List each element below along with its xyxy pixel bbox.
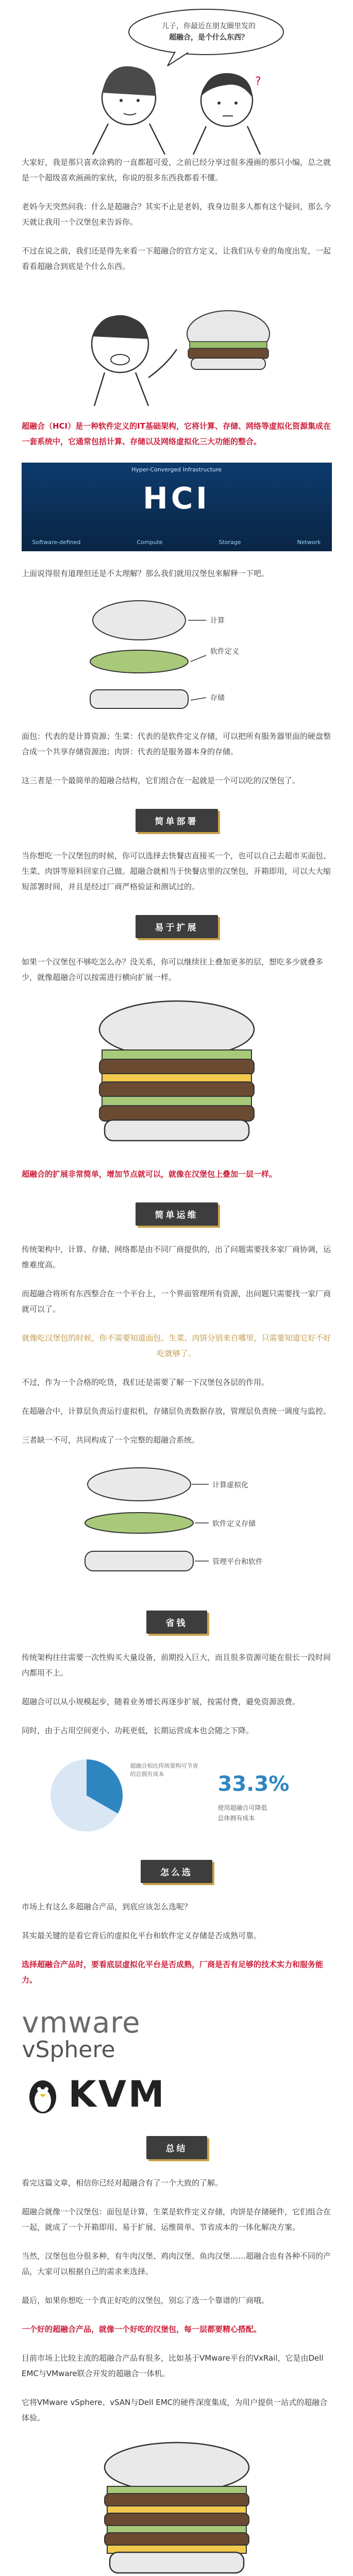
s3-more-2: 在超融合中，计算层负责运行虚拟机，存储层负责数据存放，管理层负责统一调度与监控。 — [22, 1406, 331, 1416]
s6-more-2: 它将VMware vSphere、vSAN与Dell EMC的硬件深度集成，为用户提供一站式的超融合体验。 — [22, 2398, 328, 2422]
layer-label-compute: 计算 — [210, 617, 225, 625]
s6-paragraph-4: 最后，如果你想吃一个真正好吃的汉堡包，别忘了选一个靠谱的厂商哦。 — [22, 2296, 270, 2305]
hci-tag: Software-defined — [32, 539, 81, 546]
s1-paragraph: 当你想吃一个汉堡包的时候，你可以选择去快餐店直接买一个，也可以自己去超市买面包、生菜、肉饼等原料回家自己做。超融合就相当于快餐店里的汉堡包，开箱即用，可以大大缩短部署时间，并且是经过厂商严格验证和测试过的。 — [22, 851, 331, 891]
layer2-label-storage: 软件定义存储 — [212, 1520, 256, 1528]
kvm-logo — [22, 2073, 331, 2115]
cost-stat-block — [22, 1752, 331, 1839]
s3-more-1: 不过，作为一个合格的吃货，我们还是需要了解一下汉堡包各层的作用。 — [22, 1378, 270, 1387]
hamburger-layer-diagram-2 — [0, 1461, 353, 1590]
hci-tag: Storage — [218, 539, 241, 546]
explain-paragraph-2: 这三者是一个最简单的超融合结构，它们组合在一起就是一个可以吃的汉堡包了。 — [22, 776, 300, 785]
hamburger-person-illustration — [48, 287, 306, 406]
s2-paragraph: 如果一个汉堡包不够吃怎么办？没关系，你可以继续往上叠加更多的层，想吃多少就叠多少，就像超融合可以按需进行横向扩展一样。 — [22, 957, 324, 982]
s6-paragraph-1: 看完这篇文章，相信你已经对超融合有了一个大致的了解。 — [22, 2178, 223, 2188]
comic-header — [0, 0, 353, 155]
s3-paragraph-1: 传统架构中，计算、存储、网络都是由不同厂商提供的，出了问题需要找多家厂商协调，运维难度高。 — [22, 1245, 331, 1269]
layer-label-software: 软件定义 — [210, 648, 239, 656]
section-title-2: 易于扩展 — [136, 915, 218, 938]
s6-more-1: 目前市场上比较主流的超融合产品有很多，比如基于VMware平台的VxRail，它是由Dell EMC与VMware联合开发的超融合一体机。 — [22, 2353, 324, 2378]
hci-tag: Network — [297, 539, 321, 546]
section-header-1 — [0, 806, 353, 835]
section-title-3: 简单运维 — [136, 1202, 218, 1226]
explain-paragraph-1: 面包：代表的是计算资源；生菜：代表的是软件定义存储，可以把所有服务器里面的硬盘整合成一个共享存储资源池；肉饼：代表的是服务器本身的存储。 — [22, 732, 331, 756]
section-title-1: 简单部署 — [136, 809, 218, 832]
hci-tag: Compute — [137, 539, 163, 546]
pie-caption: 超融合相比传统架构可节省的总拥有成本 — [130, 1762, 198, 1777]
s6-paragraph-3: 当然，汉堡包也分很多种，有牛肉汉堡、鸡肉汉堡、鱼肉汉堡……超融合也有各种不同的产品，大家可以根据自己的需求来选择。 — [22, 2251, 331, 2276]
kvm-wordmark: KVM — [68, 2073, 166, 2115]
pie-stat-line-2: 总体拥有成本 — [217, 1815, 255, 1822]
s5-paragraph-2: 其实最关键的是看它背后的虚拟化平台和软件定义存储是否成熟可靠。 — [22, 1931, 262, 1940]
s5-paragraph-1: 市场上有这么多超融合产品，到底应该怎么选呢？ — [22, 1902, 192, 1911]
section-header-5 — [0, 1857, 353, 1886]
intro-paragraph-2: 老妈今天突然问我：什么是超融合？其实不止是老妈，我身边很多人都有这个疑问，那么今天就让我用一个汉堡包来告诉你。 — [22, 202, 331, 227]
section-header-4 — [0, 1607, 353, 1636]
section-header-6 — [0, 2133, 353, 2162]
s6-paragraph-2: 超融合就像一个汉堡包：面包是计算，生菜是软件定义存储，肉饼是存储硬件，它们组合在一起，就成了一个开箱即用、易于扩展、运维简单、节省成本的一体化解决方案。 — [22, 2207, 331, 2232]
layer2-label-mgmt: 管理平台和软件 — [212, 1558, 263, 1566]
section-header-3 — [0, 1199, 353, 1228]
layer2-label-compute: 计算虚拟化 — [212, 1481, 248, 1489]
hamburger-layers-svg — [0, 595, 353, 728]
hamburger-intro: 上面说得很有道理但还是不太理解？那么我们就用汉堡包来解释一下吧。 — [22, 569, 270, 578]
section-header-2 — [0, 912, 353, 941]
definition-paragraph: 超融合（HCI）是一种软件定义的IT基础架构，它将计算、存储、网络等虚拟化资源集成在一套系统中，它通常包括计算、存储以及网络虚拟化三大功能的整合。 — [22, 421, 331, 446]
kvm-penguin-icon — [22, 2074, 63, 2115]
s4-paragraph-1: 传统架构往往需要一次性购买大量设备，前期投入巨大，而且很多资源可能在很长一段时间内都用不上。 — [22, 1653, 331, 1677]
hci-card — [22, 463, 332, 551]
vmware-logo — [22, 2001, 331, 2073]
section-title-6: 总结 — [146, 2136, 207, 2159]
s4-paragraph-3: 同时，由于占用空间更小、功耗更低，长期运营成本也会随之下降。 — [22, 1726, 254, 1735]
pie-value: 33.3% — [217, 1772, 290, 1796]
s3-more-3: 三者缺一不可，共同构成了一个完整的超融合系统。 — [22, 1435, 200, 1445]
intro-paragraph-1: 大家好，我是那只喜欢涂鸦的一直都超可爱，之前已经分享过很多漫画的那只小编，总之就是一个超级喜欢画画的家伙，你说的很多东西我都看不懂。 — [22, 158, 331, 182]
hci-card-top: Hyper-Converged Infrastructure — [131, 466, 222, 473]
vsphere-wordmark: vSphere — [22, 2037, 115, 2063]
giant-burger-illustration — [69, 2439, 285, 2576]
svg-text:?: ? — [255, 75, 261, 88]
s5-highlight: 选择超融合产品时，要看底层虚拟化平台是否成熟，厂商是否有足够的技术实力和服务能力。 — [22, 1960, 324, 1985]
pie-stat-line-1: 使用超融合可降低 — [217, 1804, 267, 1811]
speech-line-2: 超融合，是个什么东西？ — [169, 33, 248, 42]
hci-card-title: HCI — [143, 481, 210, 516]
speech-line-1: 儿子，你最近在朋友圈里发的 — [162, 22, 256, 30]
s2-highlight: 超融合的扩展非常简单，增加节点就可以，就像在汉堡包上叠加一层一样。 — [22, 1170, 277, 1179]
s4-paragraph-2: 超融合可以从小规模起步，随着业务增长再逐步扩展，按需付费，避免资源浪费。 — [22, 1697, 300, 1706]
hamburger-layers-svg-2 — [0, 1461, 353, 1590]
stacked-burger-illustration — [69, 998, 285, 1153]
vmware-wordmark: vmware — [22, 2006, 141, 2040]
layer-label-storage: 存储 — [210, 694, 225, 702]
section-title-5: 怎么选 — [141, 1860, 212, 1883]
s6-highlight: 一个好的超融合产品，就像一个好吃的汉堡包，每一层都要精心搭配。 — [22, 2325, 262, 2334]
intro-paragraph-3: 不过在说之前，我们还是得先来看一下超融合的官方定义，让我们从专业的角度出发，一起看看超融合到底是个什么东西。 — [22, 246, 331, 271]
s3-quote: 就像吃汉堡包的时候，你不需要知道面包、生菜、肉饼分别来自哪里，只需要知道它好不好吃就够了。 — [22, 1333, 331, 1358]
section-title-4: 省钱 — [146, 1611, 207, 1634]
s3-paragraph-2: 而超融合将所有东西整合在一个平台上，一个界面管理所有资源，出问题只需要找一家厂商就可以了。 — [22, 1289, 331, 1314]
hamburger-layer-diagram — [0, 595, 353, 728]
